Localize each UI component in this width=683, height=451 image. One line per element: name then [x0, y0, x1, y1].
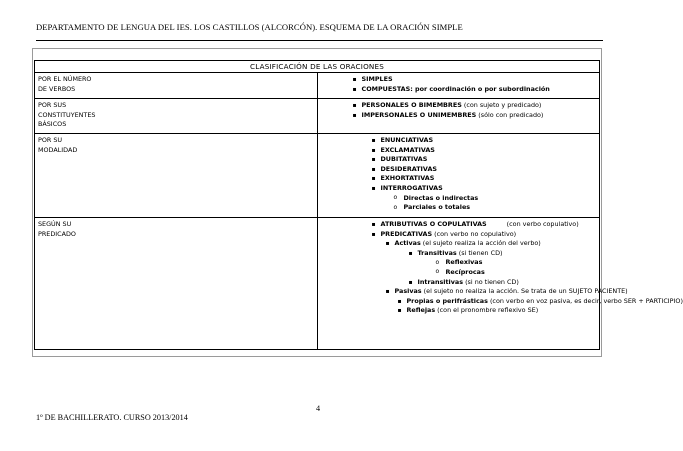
list-item: ▪ INTERROGATIVAS o Directas o indirectas o Parciales o totales	[381, 184, 600, 213]
item-list	[381, 136, 600, 213]
row-label	[35, 134, 318, 218]
page-number: 4	[316, 404, 321, 413]
list-item: o Recíprocas	[446, 268, 600, 278]
page-footer: 1º DE BACHILLERATO. CURSO 2013/2014	[36, 413, 188, 422]
row-label-line: MODALIDAD	[38, 145, 78, 154]
row-label	[35, 218, 318, 350]
row-label-line: BÁSICOS	[38, 120, 67, 129]
table-row	[35, 73, 600, 99]
table-row	[35, 218, 600, 350]
list-item: ▪ ENUNCIATIVAS	[381, 136, 600, 146]
item-list	[362, 75, 600, 94]
list-item: o Parciales o totales	[404, 203, 600, 213]
row-content	[317, 134, 600, 218]
list-item: ▪ IMPERSONALES O UNIMEMBRES (sólo con predicado)	[362, 111, 600, 121]
row-content	[317, 218, 683, 350]
list-item: o Reflexivas	[446, 258, 600, 268]
classification-table	[34, 60, 683, 350]
sub-item-list	[418, 249, 600, 287]
row-label-line: POR EL NÚMERO	[38, 75, 92, 83]
row-label-line: SEGÚN SU	[38, 220, 72, 228]
sub-item-list	[446, 258, 600, 277]
item-list	[362, 101, 600, 120]
list-item: ▪ DUBITATIVAS	[381, 155, 600, 165]
row-label-line: POR SUS	[38, 101, 67, 109]
row-label-line: PREDICADO	[38, 229, 76, 238]
row-label-line: CONSTITUYENTES	[38, 110, 96, 119]
item-list	[380, 220, 683, 316]
list-item: ▪ DESIDERATIVAS	[381, 165, 600, 175]
list-item: ▪ Intransitivas (si no tienen CD)	[418, 278, 600, 288]
row-label-line: DE VERBOS	[38, 84, 76, 93]
list-item: ▪ EXHORTATIVAS	[381, 174, 600, 184]
row-label-line: POR SU	[38, 136, 63, 144]
list-item: ▪ Pasivas (el sujeto no realiza la acción. Se trata de un SUJETO PACIENTE) ▪ Propias o perifrásticas (con verbo en voz pasiva, es decir, verbo SER + PARTICIPIO) ▪ Reflejas (con el pronombre reflexivo SE)	[395, 287, 600, 316]
table-title: CLASIFICACIÓN DE LAS ORACIONES	[35, 61, 600, 73]
list-item: ▪ Reflejas (con el pronombre reflexivo SE)	[407, 306, 600, 316]
sub-item-list	[404, 194, 600, 213]
list-item: ▪ Activas (el sujeto realiza la acción del verbo) ▪ Transitivas (si tienen CD) o Reflexivas o Recíprocas ▪ Intransitivas (si no tienen CD)	[395, 239, 600, 287]
header-rule	[36, 40, 603, 41]
row-label	[35, 73, 318, 99]
row-content	[317, 99, 600, 134]
table-row	[35, 99, 600, 134]
list-item: ▪ PREDICATIVAS (con verbo no copulativo) ▪ Activas (el sujeto realiza la acción del verbo) ▪ Transitivas (si tienen CD) o Reflexivas o Recíprocas ▪ Intransitivas (si no tienen CD) ▪ Pasivas (el sujeto no realiza la acción. Se trata de un SUJETO PACIENTE) ▪ Propias o perifrásticas (con verbo en voz pasiva, es decir, verbo SER + PARTICIPIO) ▪ Reflejas (con el pronombre reflexivo SE)	[381, 230, 600, 316]
list-item: ▪ SIMPLES	[362, 75, 600, 85]
sub-item-list	[394, 239, 683, 316]
page-header: DEPARTAMENTO DE LENGUA DEL IES. LOS CASTILLOS (ALCORCÓN). ESQUEMA DE LA ORACIÓN SIMPLE	[36, 22, 463, 32]
list-item: o Directas o indirectas	[404, 194, 600, 204]
list-item: ▪ COMPUESTAS: por coordinación o por subordinación	[362, 85, 600, 95]
list-item: ▪ EXCLAMATIVAS	[381, 146, 600, 156]
table-title-row	[35, 61, 600, 73]
list-item: ▪ Propias o perifrásticas (con verbo en voz pasiva, es decir, verbo SER + PARTICIPIO)	[407, 297, 600, 307]
list-item: ▪ ATRIBUTIVAS O COPULATIVAS (con verbo copulativo)	[381, 220, 600, 230]
table-row	[35, 134, 600, 218]
row-content	[317, 73, 600, 99]
list-item: ▪ PERSONALES O BIMEMBRES (con sujeto y predicado)	[362, 101, 600, 111]
list-item: ▪ Transitivas (si tienen CD) o Reflexivas o Recíprocas	[418, 249, 600, 278]
row-label	[35, 99, 318, 134]
